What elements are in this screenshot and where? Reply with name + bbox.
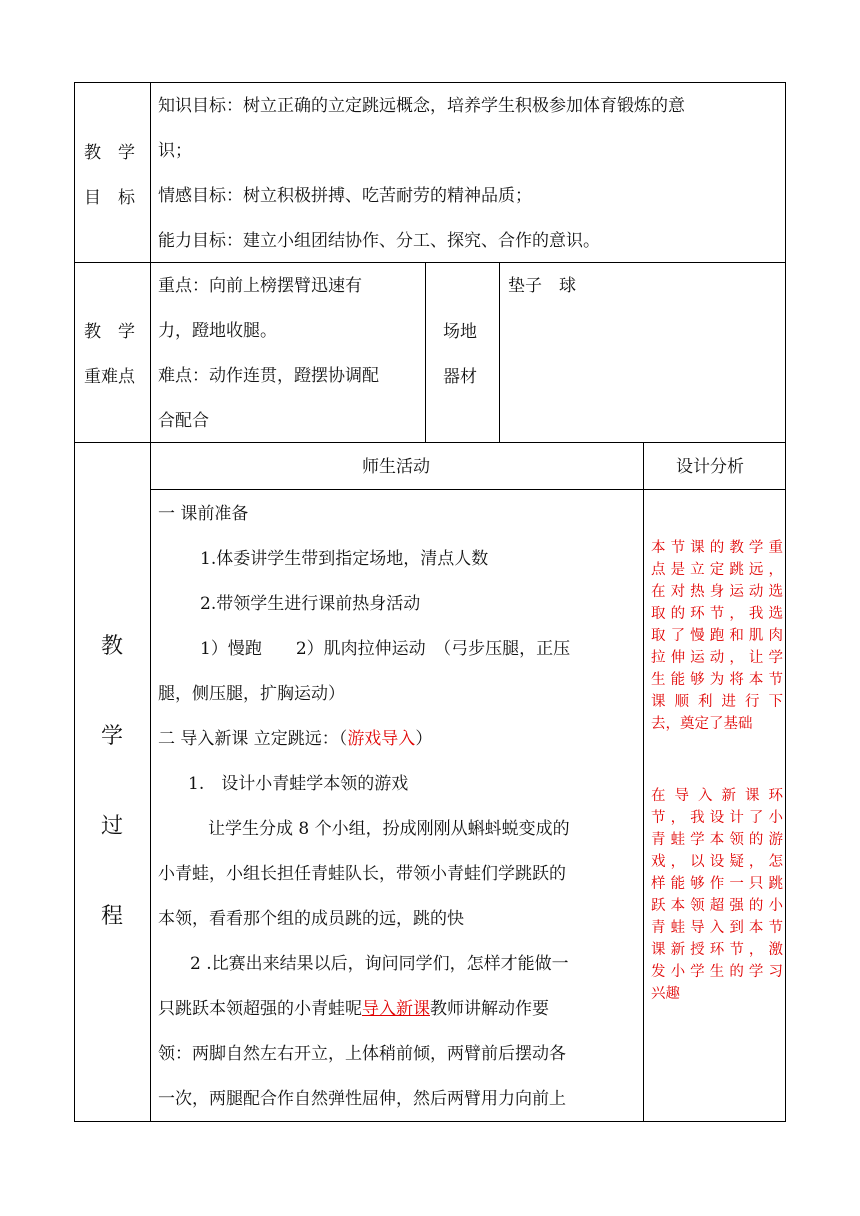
row-divider-2 — [74, 442, 786, 443]
key-point-line1: 重点：向前上榜摆臂迅速有 — [158, 276, 362, 296]
activity-line-4: 1）慢跑 2）肌肉拉伸运动 （弓步压腿，正压 — [200, 639, 571, 659]
analysis-warmup-line: 课顺利进行下 — [651, 694, 783, 710]
analysis-warmup-line: 取了慢跑和肌肉 — [651, 628, 783, 644]
table-bottom-border — [74, 1121, 786, 1122]
new-lesson-highlight: 导入新课 — [362, 999, 430, 1019]
venue-label-top: 场地 — [443, 322, 477, 342]
objectives-label-bottom: 目 标 — [84, 188, 135, 208]
difficulty-label-top: 教 学 — [84, 322, 135, 342]
analysis-game — [651, 785, 783, 1005]
table-right-border — [785, 82, 786, 1122]
column-header-design: 设计分析 — [676, 457, 744, 477]
game-intro-highlight: 游戏导入 — [347, 729, 416, 749]
analysis-game-line: 样能够作一只跳 — [651, 876, 783, 892]
hard-point-line2: 合配合 — [158, 411, 209, 431]
activity-line-2: 1.体委讲学生带到指定场地，清点人数 — [200, 549, 489, 569]
key-point-line2: 力，蹬地收腿。 — [158, 321, 277, 341]
column-header-activity: 师生活动 — [362, 457, 430, 477]
analysis-warmup-line: 本节课的教学重 — [651, 540, 783, 556]
difficulty-label-bottom: 重难点 — [84, 367, 135, 387]
process-label-1: 教 — [101, 634, 124, 659]
activity-line-6-close: ） — [415, 729, 433, 749]
activity-line-7: 1. 设计小青蛙学本领的游戏 — [188, 774, 409, 794]
activity-line-12 — [158, 999, 549, 1019]
process-label-2: 学 — [101, 724, 124, 749]
analysis-game-line: 课新授环节，激 — [651, 942, 783, 958]
analysis-game-line: 在导入新课环 — [651, 788, 783, 804]
venue-divider-left — [425, 262, 426, 442]
table-top-border — [74, 82, 786, 83]
analysis-game-line: 兴趣 — [651, 986, 680, 1002]
activity-line-6-text: 二 导入新课 立定跳远：（ — [158, 729, 348, 749]
analysis-warmup-line: 拉伸运动，让学 — [651, 650, 783, 666]
activity-line-11: 2 .比赛出来结果以后，询问同学们，怎样才能做一 — [190, 954, 569, 974]
activity-line-14: 一次，两腿配合作自然弹性屈伸，然后两臂用力向前上 — [158, 1089, 566, 1109]
header-divider — [150, 489, 786, 490]
activity-line-9: 小青蛙，小组长担任青蛙队长，带领小青蛙们学跳跃的 — [158, 864, 566, 884]
analysis-game-line: 发小学生的学习 — [651, 964, 783, 980]
knowledge-objective-line1: 知识目标：树立正确的立定跳远概念，培养学生积极参加体育锻炼的意 — [158, 96, 685, 116]
analysis-game-line: 戏，以设疑，怎 — [651, 854, 783, 870]
table-left-border — [74, 82, 75, 1122]
analysis-game-line: 跃本领超强的小 — [651, 898, 783, 914]
activity-line-3: 2.带领学生进行课前热身活动 — [200, 594, 421, 614]
ability-objective: 能力目标：建立小组团结协作、分工、探究、合作的意识。 — [158, 231, 600, 251]
activity-line-13: 领：两脚自然左右开立，上体稍前倾，两臂前后摆动各 — [158, 1044, 566, 1064]
knowledge-objective-line2: 识； — [158, 141, 192, 161]
analysis-warmup — [651, 537, 783, 735]
venue-label-bottom: 器材 — [443, 367, 477, 387]
analysis-warmup-line: 去，奠定了基础 — [651, 716, 753, 732]
activity-line-8: 让学生分成 8 个小组，扮成刚刚从蝌蚪蜕变成的 — [208, 819, 570, 839]
emotion-objective: 情感目标：树立积极拼搏、吃苦耐劳的精神品质； — [158, 186, 532, 206]
process-label-4: 程 — [101, 904, 124, 929]
activity-line-12-end: 教师讲解动作要 — [430, 999, 549, 1019]
analysis-game-line: 节，我设计了小 — [651, 810, 783, 826]
activity-line-6 — [158, 729, 432, 749]
row-divider-1 — [74, 262, 786, 263]
analysis-game-line: 青蛙导入到本节 — [651, 920, 783, 936]
venue-divider-right — [499, 262, 500, 442]
process-label-3: 过 — [101, 814, 124, 839]
activity-line-1: 一 课前准备 — [158, 504, 249, 524]
equipment-list: 垫子 球 — [508, 276, 576, 296]
activity-line-10: 本领，看看那个组的成员跳的远，跳的快 — [158, 909, 464, 929]
analysis-column-divider — [643, 442, 644, 1122]
analysis-warmup-line: 生能够为将本节 — [651, 672, 783, 688]
hard-point-line1: 难点：动作连贯，蹬摆协调配 — [158, 366, 379, 386]
objectives-label-top: 教 学 — [84, 143, 135, 163]
analysis-warmup-line: 取的环节，我选 — [651, 606, 783, 622]
activity-line-5: 腿，侧压腿，扩胸运动） — [158, 684, 345, 704]
label-column-divider — [150, 82, 151, 1122]
activity-line-12-text: 只跳跃本领超强的小青蛙呢 — [158, 999, 362, 1019]
analysis-warmup-line: 点是立定跳远， — [651, 562, 783, 578]
analysis-warmup-line: 在对热身运动选 — [651, 584, 783, 600]
analysis-game-line: 青蛙学本领的游 — [651, 832, 783, 848]
